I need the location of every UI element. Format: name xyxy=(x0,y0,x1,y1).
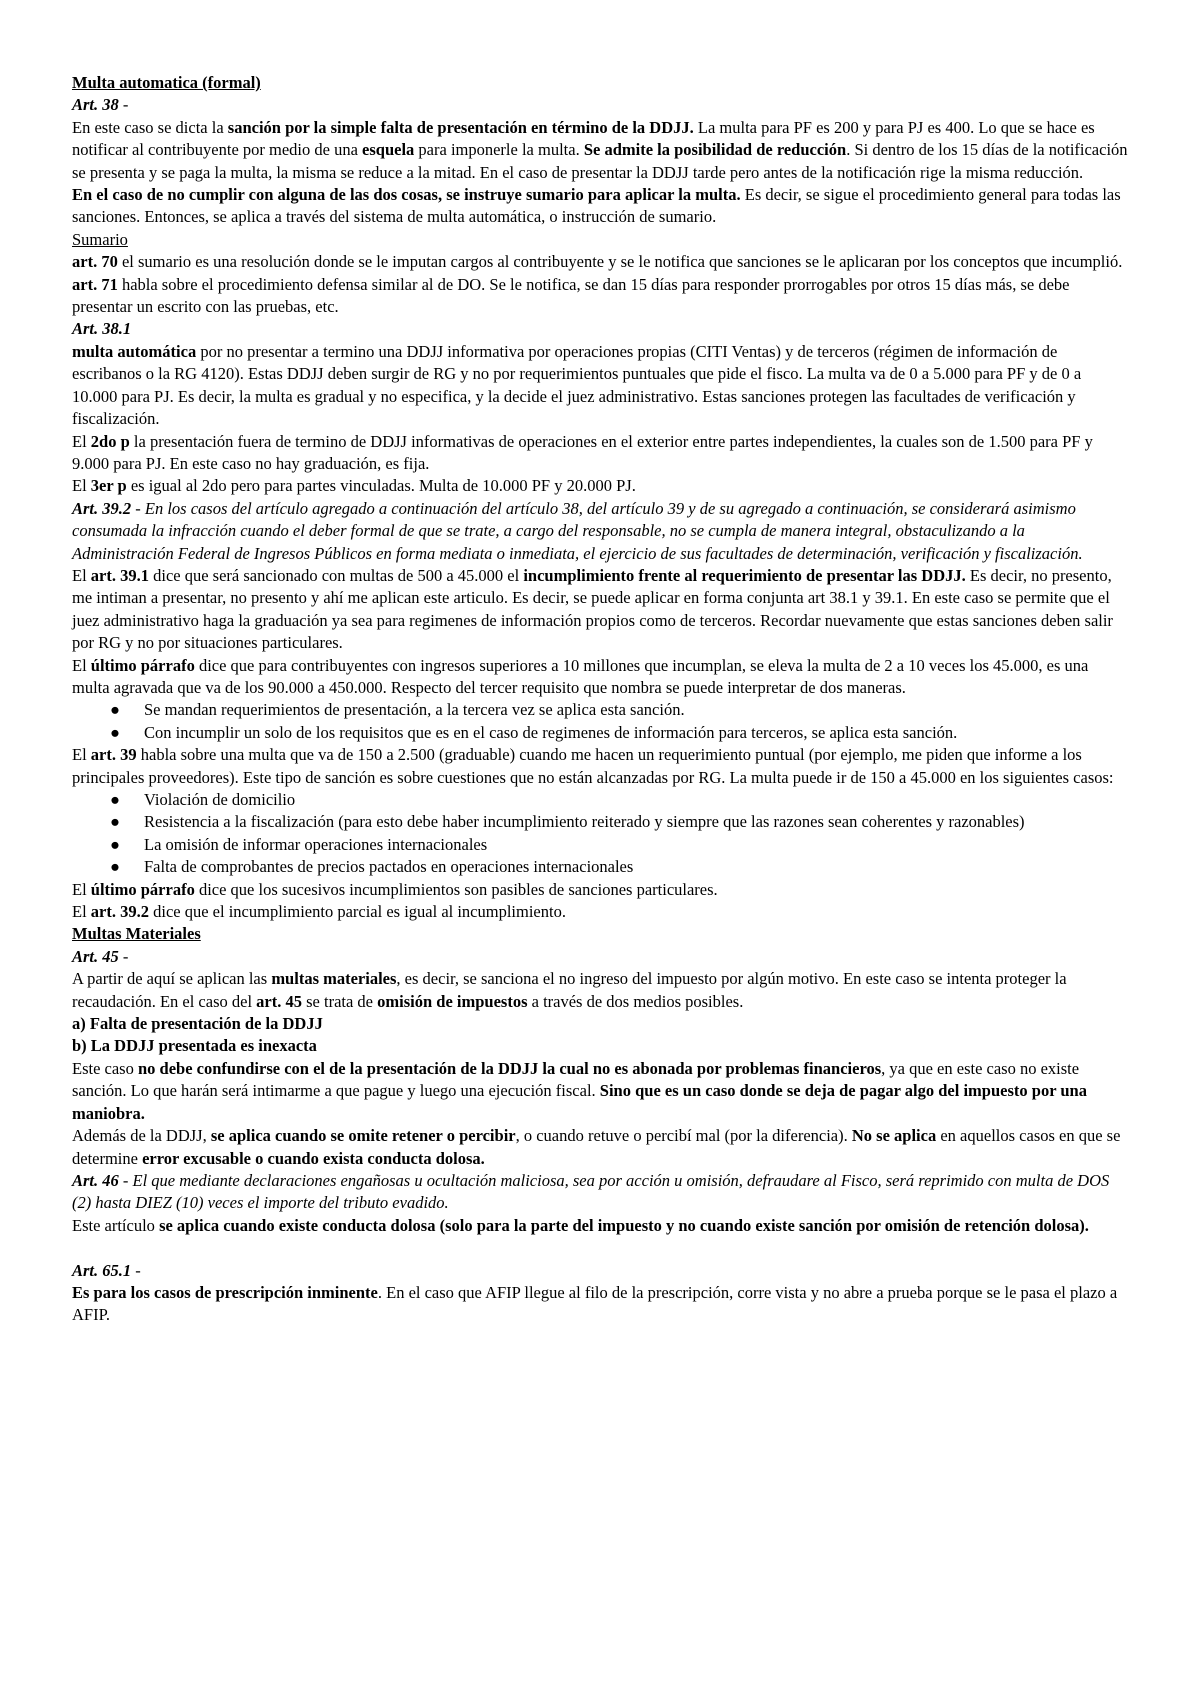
article-heading-38-1: Art. 38.1 xyxy=(72,319,132,339)
paragraph-art38-1-b: El 2do p la presentación fuera de termino de DDJJ informativas de operaciones en el exterior entre partes independientes, la cuales son de 1.500 para PF y 9.000 para PJ. En este caso no hay graduación, es fija. xyxy=(72,431,1093,473)
paragraph-art38-1-c: El 3er p es igual al 2do pero para partes vinculadas. Multa de 10.000 PF y 20.000 PJ. xyxy=(72,476,636,496)
paragraph-art39-1-a: El art. 39.1 dice que será sancionado con multas de 500 a 45.000 el incumplimiento frente al requerimiento de presentar las DDJJ. Es decir, no presento, me intiman a presentar, no presento y ahí me aplican este articulo. Es decir, se puede aplicar en forma conjunta art 38.1 y 39.1. En este caso se permite que el juez administrativo haga la graduación ya sea para regimenes de información propios como de terceros. Recordar nuevamente que estas sanciones deben salir por RG y no por situaciones particulares. xyxy=(72,565,1113,653)
bullet-icon: ● xyxy=(110,812,120,832)
list-item: ● Se mandan requerimientos de presentación, a la tercera vez se aplica esta sanción. xyxy=(144,699,1128,721)
paragraph-art45-a: A partir de aquí se aplican las multas materiales, es decir, se sanciona el no ingreso del impuesto por algún motivo. En este caso se intenta proteger la recaudación. En el caso del art. 45 se trata de omisión de impuestos a través de dos medios posibles. xyxy=(72,969,1067,1011)
section-heading-multa-automatica xyxy=(72,72,1128,94)
paragraph-art71: art. 71 habla sobre el procedimiento defensa similar al de DO. Se le notifica, se dan 15 días para responder prorrogables por otros 15 días más, se debe presentar un escrito con las pruebas, etc. xyxy=(72,274,1070,317)
list-item: ● La omisión de informar operaciones internacionales xyxy=(144,834,1128,856)
paragraph-art39-c: El art. 39.2 dice que el incumplimiento parcial es igual al incumplimiento. xyxy=(72,902,566,922)
paragraph-art46-quote: Art. 46 - El que mediante declaraciones engañosas u ocultación maliciosa, sea por acción u omisión, defraudare al Fisco, será reprimido con multa de DOS (2) hasta DIEZ (10) veces el importe del tributo evadido. xyxy=(72,1170,1110,1213)
list-item: ● Resistencia a la fiscalización (para esto debe haber incumplimiento reiterado y siempre que las razones sean coherentes y razonables) xyxy=(144,811,1128,833)
bullet-list-art39-1 xyxy=(72,699,1128,744)
item-b-ddjj-inexacta: b) La DDJJ presentada es inexacta xyxy=(72,1036,317,1056)
bullet-icon: ● xyxy=(110,722,120,742)
paragraph-art38-2: En el caso de no cumplir con alguna de las dos cosas, se instruye sumario para aplicar la multa. Es decir, se sigue el procedimiento general para todas las sanciones. Entonces, se aplica a través del sistema de multa automática, o instrucción de sumario. xyxy=(72,185,1121,227)
article-heading-45: Art. 45 - xyxy=(72,946,129,966)
bullet-list-art39 xyxy=(72,789,1128,879)
list-item: ● Violación de domicilio xyxy=(144,789,1128,811)
article-heading-65-1: Art. 65.1 - xyxy=(72,1260,141,1280)
paragraph-art39-2-quote: Art. 39.2 - En los casos del artículo agregado a continuación del artículo 38, del artículo 39 y de su agregado a continuación, se considerará asimismo consumada la infracción cuando el deber formal de que se trate, a cargo del responsable, no se cumpla de manera integral, obstaculizando a la Administración Federal de Ingresos Públicos en forma mediata o inmediata, el ejercicio de sus facultades de determinación, verificación y fiscalización. xyxy=(72,498,1083,563)
paragraph-art38-1: En este caso se dicta la sanción por la simple falta de presentación en término de la DDJJ. La multa para PF es 200 y para PJ es 400. Lo que se hace es notificar al contribuyente por medio de una esquela para imponerle la multa. Se admite la posibilidad de reducción. Si dentro de los 15 días de la notificación se presenta y se paga la multa, la misma se reduce a la mitad. En el caso de presentar la DDJJ tarde pero antes de la notificación rige la misma reducción. xyxy=(72,117,1128,182)
paragraph-art65-1: Es para los casos de prescripción inminente. En el caso que AFIP llegue al filo de la prescripción, corre vista y no abre a prueba porque se le pasa el plazo a AFIP. xyxy=(72,1282,1118,1325)
heading-text: Multa automatica (formal) xyxy=(72,73,261,92)
paragraph-art39-a: El art. 39 habla sobre una multa que va de 150 a 2.500 (graduable) cuando me hacen un requerimiento puntual (por ejemplo, me piden que informe a los principales proveedores). Este tipo de sanción es sobre cuestiones que no están alcanzadas por RG. La multa puede ir de 150 a 45.000 en los siguientes casos: xyxy=(72,745,1114,787)
list-item: ● Falta de comprobantes de precios pactados en operaciones internacionales xyxy=(144,856,1128,878)
bullet-icon: ● xyxy=(110,790,120,809)
blank-line xyxy=(72,1237,1128,1259)
item-a-falta-presentacion: a) Falta de presentación de la DDJJ xyxy=(72,1014,323,1034)
list-item: ● Con incumplir un solo de los requisitos que es en el caso de regimenes de información para terceros, se aplica esta sanción. xyxy=(144,722,1128,744)
subheading-sumario: Sumario xyxy=(72,229,128,249)
paragraph-art39-b: El último párrafo dice que los sucesivos incumplimientos son pasibles de sanciones particulares. xyxy=(72,879,718,899)
bullet-icon: ● xyxy=(110,700,120,720)
article-heading-38: Art. 38 - xyxy=(72,95,129,115)
bullet-icon: ● xyxy=(110,857,120,877)
paragraph-art45-c: Además de la DDJJ, se aplica cuando se omite retener o percibir, o cuando retuve o percibí mal (por la diferencia). No se aplica en aquellos casos en que se determine error excusable o cuando exista conducta dolosa. xyxy=(72,1126,1121,1168)
bullet-icon: ● xyxy=(110,834,120,854)
paragraph-art70: art. 70 el sumario es una resolución donde se le imputan cargos al contribuyente y se le notifica que sanciones se le aplicaran por los conceptos que incumplió. xyxy=(72,252,1123,272)
paragraph-art38-1-a: multa automática por no presentar a termino una DDJJ informativa por operaciones propias (CITI Ventas) y de terceros (régimen de información de escribanos o la RG 4120). Estas DDJJ deben surgir de RG y no por requerimientos puntuales que pide el fisco. La multa va de 0 a 5.000 para PF y de 0 a 10.000 para PJ. Es decir, la multa es gradual y no especifica, y la decide el juez administrativo. Estas sanciones protegen las facultades de verificación y fiscalización. xyxy=(72,341,1082,429)
paragraph-art46: Este artículo se aplica cuando existe conducta dolosa (solo para la parte del impuesto y no cuando existe sanción por omisión de retención dolosa). xyxy=(72,1215,1089,1235)
paragraph-art45-b: Este caso no debe confundirse con el de la presentación de la DDJJ la cual no es abonada por problemas financieros, ya que en este caso no existe sanción. Lo que harán será intimarme a que pague y luego una ejecución fiscal. Sino que es un caso donde se deja de pagar algo del impuesto por una maniobra. xyxy=(72,1058,1087,1123)
section-heading-multas-materiales: Multas Materiales xyxy=(72,924,201,944)
paragraph-art39-1-b: El último párrafo dice que para contribuyentes con ingresos superiores a 10 millones que incumplan, se eleva la multa de 2 a 10 veces los 45.000, es una multa agravada que va de los 90.000 a 450.000. Respecto del tercer requisito que nombra se puede interpretar de dos maneras. xyxy=(72,655,1089,697)
